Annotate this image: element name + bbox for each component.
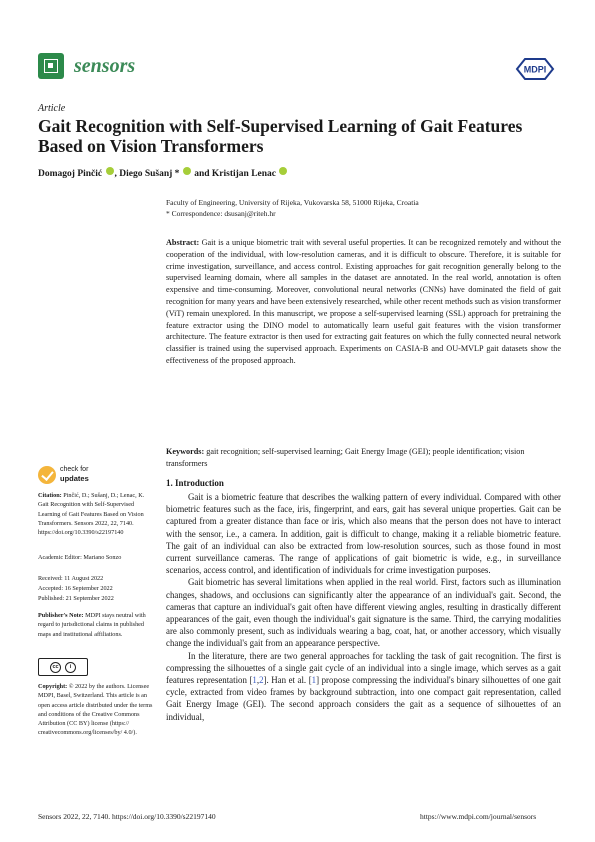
abstract-text: Gait is a unique biometric trait with several useful properties. It can be recognized remotely and without the cooperation of the individual, with low-resolution cameras, and it is difficult to obscure. Therefore, it is suitable for crime investigation, surveillance, and access control. Existing approaches for gait recognition generally belong to the supervised learning domain, where all samples in the dataset are annotated. In the real world, annotation is often expensive and time-consuming. Moreover, convolutional neural networks (CNNs) have dominated the field of gait recognition for many years and have been extensively researched, while other recent methods such as vision transformer (ViT) remain unexplored. In this manuscript, we propose a self-supervised learning (SSL) approach for pretraining the feature extractor using the DINO model to automatically learn useful gait features with the vision transformer architecture. The feature extractor is then used for extracting gait features on which the fully connected neural network classifier is trained using the supervised approach. Experiments on CASIA-B and OU-MVLP gait datasets show the effectiveness of the proposed approach. [166,238,561,365]
orcid-icon[interactable] [106,167,114,175]
publisher-note-label: Publisher's Note: [38,612,84,619]
paragraph [166,650,561,723]
paragraph: Gait biometric has several limitations when applied in the real world. First, factors such as illumination changes, shadows, and occlusions can significantly alter the appearance of an individual's gait. Second, the cameras that capture an individual's gait often have different viewing angles, resulting in drastically different appearances of the gait, even though the individual's gait signature is the same. Third, the carrying modalities are also commonly present, such as individuals wearing a bag, coat, hat, or another accessory, which visually change the individual's gait from an appearance perspective. [166,577,561,649]
journal-name: sensors [74,55,136,77]
citation-link[interactable]: 2 [259,675,264,686]
published-date: Published: 21 September 2022 [38,595,114,602]
author-1: Domagoj Pinčić [38,169,103,179]
cc-icon: cc [50,662,61,673]
check-for-updates-button[interactable] [38,465,108,489]
keywords-text: gait recognition; self-supervised learning; Gait Energy Image (GEI); people identification; vision transformers [166,447,525,468]
copyright-label: Copyright: [38,683,68,690]
paper-title: Gait Recognition with Self-Supervised Learning of Gait Features Based on Vision Transformers [38,116,523,156]
author-3: and Kristijan Lenac [194,169,276,179]
keywords [166,446,561,470]
citation-separator: , [256,675,260,686]
footer-journal-link[interactable]: https://www.mdpi.com/journal/sensors [420,812,537,821]
academic-editor: Academic Editor: Mariano Sonzo [38,554,122,561]
affiliation [166,197,419,219]
paragraph-text: ] propose compressing the individual's binary silhouettes of one gait cycle, extracted from video frames by background subtraction, into one compact gait representation, called Gait Energy Image (GEI). The second approach considers the gait as a sequence of silhouettes of an individual, [166,675,562,722]
correspondence: * Correspondence: dsusanj@riteh.hr [166,209,276,218]
mdpi-logo-icon [515,57,555,81]
keywords-label: Keywords: [166,447,205,456]
paragraph: Gait is a biometric feature that describes the walking pattern of every individual. Compared with other biometric features such as the face, iris, fingerprint, and ears, gait has several unique properties. Gait can be captured from a greater distance than face or iris, which also means that the person does not have to interact with the sensor, i.e., a camera. In addition, gait is difficult to change, making it a reliable biometric feature. The gait of an individual can also be extracted from low-resolution sources, such as those found in most current surveillance cameras. The range of applications of gait biometric is wide, e.g., in surveillance scenarios, access control, and identification of individuals for crime investigation purposes. [166,492,561,576]
citation-label: Citation: [38,492,62,499]
copyright [38,682,156,738]
check-updates-line1: check for [60,466,89,473]
orcid-icon[interactable] [279,167,287,175]
abstract [166,237,561,367]
author-list: Domagoj Pinčić , Diego Sušanj * and Kristijan Lenac [38,167,288,179]
intro-body [166,491,561,723]
abstract-label: Abstract: [166,238,200,247]
citation-text: Pinčić, D.; Sušanj, D.; Lenac, K. Gait Recognition with Self-Supervised Learning of Gait Features Based on Vision Transformers. Sensors 2022, 22, 7140. https://doi.org/10.3390/s22197140 [38,492,145,537]
by-icon: i [65,662,76,673]
orcid-icon[interactable] [183,167,191,175]
received-date: Received: 11 August 2022 [38,575,104,582]
paragraph-text: ]. Han et al. [ [263,675,312,686]
footer-citation: Sensors 2022, 22, 7140. https://doi.org/10.3390/s22197140 [38,812,216,821]
copyright-text: © 2022 by the authors. Licensee MDPI, Basel, Switzerland. This article is an open access article distributed under the terms and conditions of the Creative Commons Attribution (CC BY) license (https:// creativecommons.org/licenses/by/ 4.0/). [38,683,153,737]
cc-by-license-icon[interactable] [38,658,88,676]
affiliation-line: Faculty of Engineering, University of Rijeka, Vukovarska 58, 51000 Rijeka, Croatia [166,198,419,207]
section-heading: 1. Introduction [166,478,224,488]
author-2: Diego Sušanj * [119,169,180,179]
check-updates-line2: updates [60,474,89,483]
article-type: Article [38,103,66,114]
citation-link[interactable]: 1 [252,675,257,686]
citation-block [38,491,156,537]
paragraph-text: In the literature, there are two general approaches for tackling the task of gait recognition. The first is compressing the silhouettes of a single gait cycle of an individual into a single image, which serves as a gait features representation [ [166,650,561,686]
publisher-name: MDPI [523,64,547,75]
publisher-note [38,611,156,639]
citation-link[interactable]: 1 [311,675,317,686]
publisher-note-text: MDPI stays neutral with regard to jurisdictional claims in published maps and institutional affiliations. [38,612,146,638]
accepted-date: Accepted: 16 September 2022 [38,585,113,592]
journal-logo-icon [38,53,64,79]
check-icon [38,466,56,484]
